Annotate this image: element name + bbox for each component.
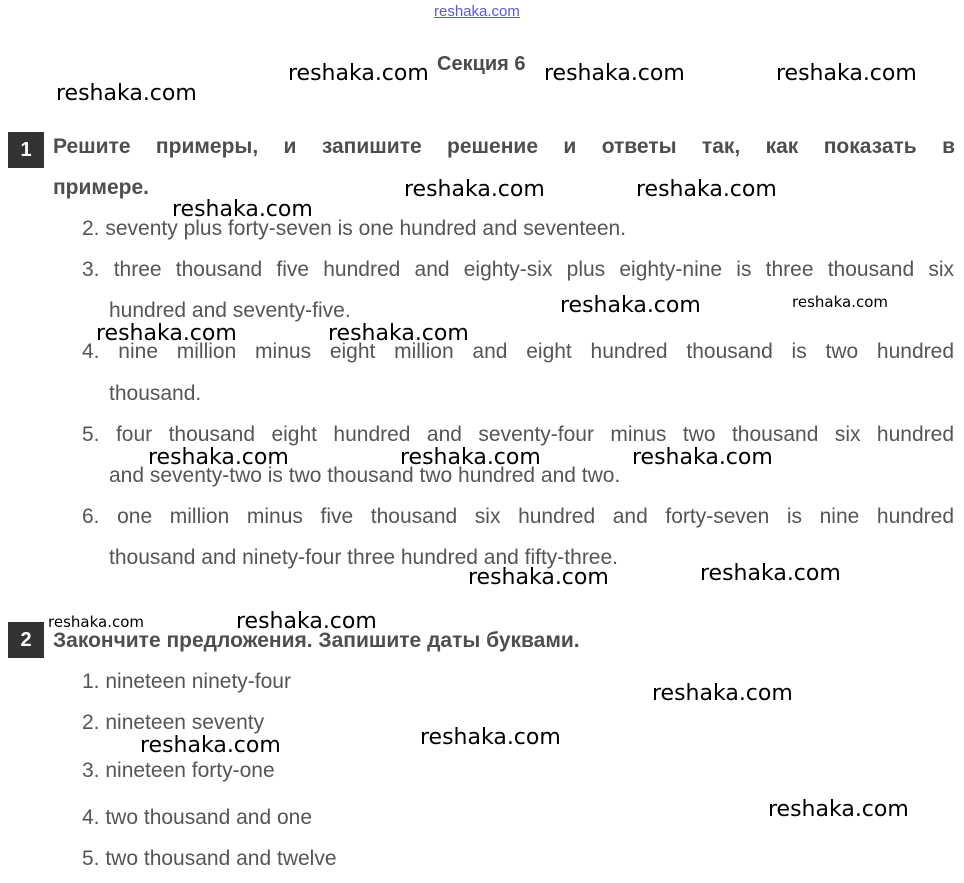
watermark: reshaka.com [560,293,701,318]
item-text: nine million minus eight million and eight hundred thousand is two hundred [118,340,954,363]
task-1-item-6-cont: thousand and ninety-four three hundred and fifty-three. [109,546,619,569]
section-title: Секция 6 [437,53,526,75]
task-1-item-4-cont: thousand. [109,382,202,405]
item-number: 3. [82,258,100,281]
task-1-item-3 [82,258,954,282]
item-text: one million minus five thousand six hundred and forty-seven is nine hundred [117,505,954,528]
watermark: reshaka.com [632,445,773,470]
item-number: 2. [82,217,100,240]
item-text: three thousand five hundred and eighty-six plus eighty-nine is three thousand six [113,258,954,281]
watermark: reshaka.com [468,565,609,590]
watermark: reshaka.com [420,725,561,750]
task-1-item-5-cont: and seventy-two is two thousand two hundred and two. [109,464,621,487]
watermark: reshaka.com [544,61,685,86]
item-number: 4. [82,340,100,363]
watermark: reshaka.com [768,797,909,822]
watermark: reshaka.com [404,177,545,202]
task-2-item-3: 3. nineteen forty-one [82,759,275,782]
task-2-item-2: 2. nineteen seventy [82,711,265,734]
task-1-item-6 [82,505,954,529]
item-text: four thousand eight hundred and seventy-four minus two thousand six hundred [115,423,954,446]
watermark: reshaka.com [792,293,888,311]
watermark: reshaka.com [776,61,917,86]
watermark: reshaka.com [652,681,793,706]
watermark: reshaka.com [700,561,841,586]
watermark: reshaka.com [148,445,289,470]
item-number: 6. [82,505,100,528]
item-number: 5. [82,423,100,446]
task-2-item-1: 1. nineteen ninety-four [82,670,291,693]
site-link[interactable]: reshaka.com [434,3,520,20]
watermark: reshaka.com [56,81,197,106]
task-1-item-3-cont: hundred and seventy-five. [109,299,351,322]
task-1-item-2 [82,217,626,241]
watermark: reshaka.com [96,321,237,346]
watermark: reshaka.com [400,445,541,470]
watermark: reshaka.com [48,613,144,631]
watermark: reshaka.com [636,177,777,202]
item-text: seventy plus forty-seven is one hundred and seventeen. [105,217,627,240]
task-1-instruction-line2: примере. [53,176,149,199]
task-2-number-badge: 2 [8,622,44,658]
task-1-instruction-line1: Решите примеры, и запишите решение и ответы так, как показать в [53,135,955,158]
watermark: reshaka.com [328,321,469,346]
task-2-instruction: Закончите предложения. Запишите даты буквами. [53,629,580,652]
watermark: reshaka.com [288,61,429,86]
task-1-number-badge: 1 [8,132,44,168]
task-2-item-4: 4. two thousand and one [82,806,313,829]
watermark: reshaka.com [172,197,313,222]
task-1-item-5 [82,423,954,447]
watermark: reshaka.com [236,609,377,634]
task-2-item-5: 5. two thousand and twelve [82,847,337,870]
watermark: reshaka.com [140,733,281,758]
